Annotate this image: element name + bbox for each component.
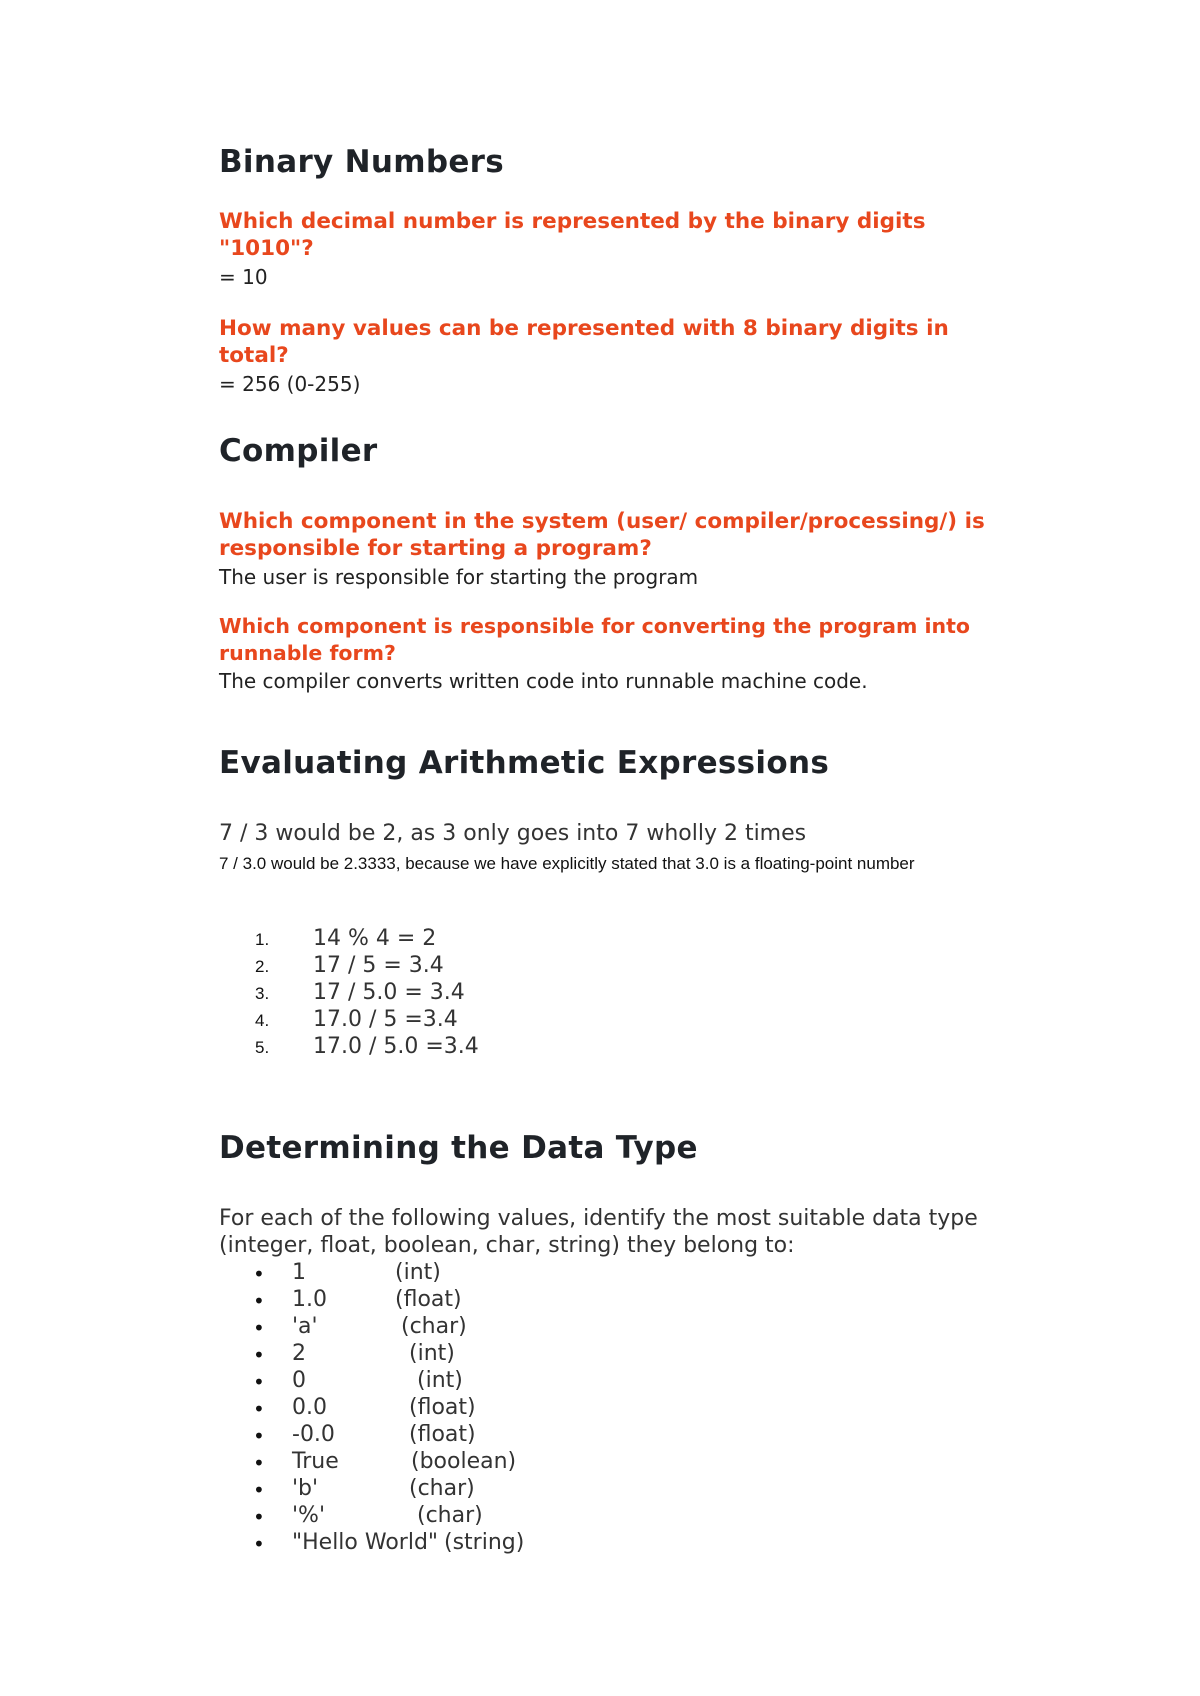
datatype-type: (char) — [409, 1476, 475, 1501]
question-compiler-2: Which component is responsible for converting the program into runnable form? — [219, 614, 971, 665]
bullet-icon: • — [253, 1451, 265, 1475]
datatype-value: 'b' — [292, 1476, 319, 1501]
datatype-type: (char) — [401, 1314, 467, 1339]
arith-explanation-2: 7 / 3.0 would be 2.3333, because we have explicitly stated that 3.0 is a floating-point number — [219, 854, 915, 873]
list-number: 4. — [255, 1011, 270, 1030]
datatype-intro-line-1: For each of the following values, identify the most suitable data type — [219, 1206, 978, 1231]
answer-compiler-1: The user is responsible for starting the program — [219, 565, 699, 589]
list-number: 5. — [255, 1038, 270, 1057]
question-binary-1: Which decimal number is represented by the binary digits "1010"? — [219, 209, 926, 261]
heading-compiler: Compiler — [219, 433, 378, 469]
list-text: 17 / 5 = 3.4 — [313, 953, 444, 978]
list-number: 2. — [255, 957, 270, 976]
answer-compiler-2: The compiler converts written code into runnable machine code. — [219, 669, 868, 693]
bullet-icon: • — [253, 1424, 265, 1448]
datatype-type: (float) — [409, 1422, 476, 1447]
datatype-type: (int) — [417, 1368, 463, 1393]
answer-binary-1: = 10 — [219, 265, 268, 289]
bullet-icon: • — [253, 1343, 265, 1367]
datatype-value: 'a' — [292, 1314, 318, 1339]
bullet-icon: • — [253, 1289, 265, 1313]
list-text: 17 / 5.0 = 3.4 — [313, 980, 465, 1005]
datatype-value: 0 — [292, 1368, 306, 1393]
list-text: 17.0 / 5.0 =3.4 — [313, 1034, 479, 1059]
heading-data-type: Determining the Data Type — [219, 1130, 698, 1166]
arith-explanation-1: 7 / 3 would be 2, as 3 only goes into 7 wholly 2 times — [219, 821, 807, 846]
datatype-type: (int) — [409, 1341, 455, 1366]
datatype-type: (float) — [395, 1287, 462, 1312]
datatype-value: True — [292, 1449, 339, 1474]
bullet-icon: • — [253, 1505, 265, 1529]
bullet-icon: • — [253, 1532, 265, 1556]
list-text: 14 % 4 = 2 — [313, 926, 437, 951]
datatype-type: (boolean) — [411, 1449, 517, 1474]
datatype-type: (int) — [395, 1260, 441, 1285]
datatype-value: '%' — [292, 1503, 325, 1528]
bullet-icon: • — [253, 1478, 265, 1502]
answer-binary-2: = 256 (0-255) — [219, 372, 361, 396]
question-compiler-1: Which component in the system (user/ compiler/processing/) is responsible for starting a program? — [219, 509, 985, 561]
datatype-value: "Hello World" — [292, 1530, 439, 1555]
question-binary-2: How many values can be represented with 8 binary digits in total? — [219, 316, 949, 368]
datatype-value: 0.0 — [292, 1395, 327, 1420]
datatype-type: (string) — [444, 1530, 525, 1555]
datatype-value: 1.0 — [292, 1287, 327, 1312]
datatype-type: (char) — [417, 1503, 483, 1528]
datatype-value: 2 — [292, 1341, 306, 1366]
list-number: 1. — [255, 930, 270, 949]
bullet-icon: • — [253, 1397, 265, 1421]
heading-binary-numbers: Binary Numbers — [219, 144, 505, 180]
heading-arithmetic: Evaluating Arithmetic Expressions — [219, 745, 830, 781]
list-number: 3. — [255, 984, 270, 1003]
bullet-icon: • — [253, 1370, 265, 1394]
datatype-value: -0.0 — [292, 1422, 335, 1447]
datatype-intro-line-2: (integer, float, boolean, char, string) they belong to: — [219, 1233, 795, 1258]
bullet-icon: • — [253, 1316, 265, 1340]
bullet-icon: • — [253, 1262, 265, 1286]
list-text: 17.0 / 5 =3.4 — [313, 1007, 458, 1032]
datatype-value: 1 — [292, 1260, 306, 1285]
datatype-type: (float) — [409, 1395, 476, 1420]
